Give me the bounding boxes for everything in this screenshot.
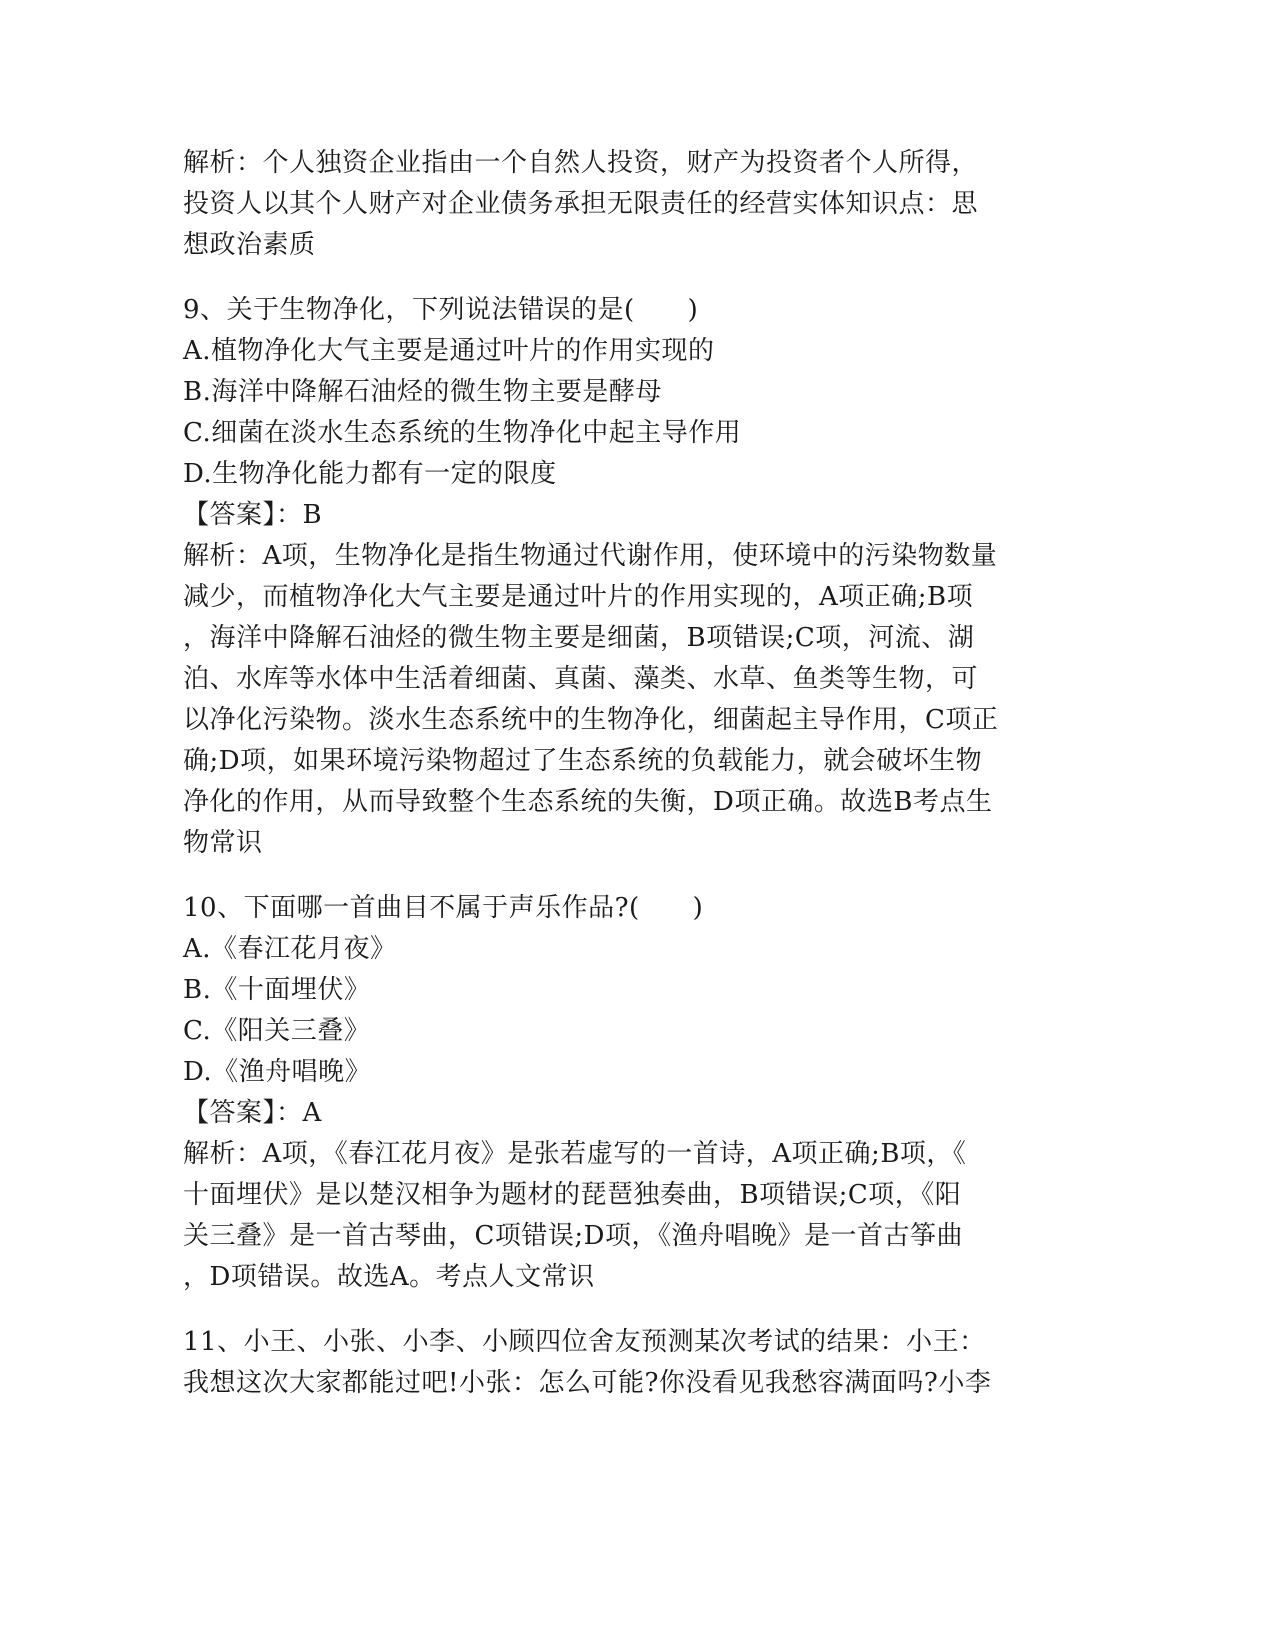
explanation-block bbox=[183, 143, 1063, 266]
question-9 bbox=[183, 290, 1063, 864]
block-spacer bbox=[183, 864, 1063, 888]
option-b: B.海洋中降解石油烃的微生物主要是酵母 bbox=[183, 377, 662, 407]
question-stem: 11、小王、小张、小李、小顾四位舍友预测某次考试的结果：小王： bbox=[183, 1327, 986, 1357]
option-a: A.《春江花月夜》 bbox=[183, 934, 397, 964]
option-d: D.生物净化能力都有一定的限度 bbox=[183, 459, 557, 489]
option-d: D.《渔舟唱晚》 bbox=[183, 1057, 372, 1087]
explanation-line: 泊、水库等水体中生活着细菌、真菌、藻类、水草、鱼类等生物，可 bbox=[183, 664, 979, 694]
question-stem: 10、下面哪一首曲目不属于声乐作品?( ) bbox=[183, 893, 704, 923]
question-10 bbox=[183, 888, 1063, 1298]
explanation-line: 解析：A项，《春江花月夜》是张若虚写的一首诗，A项正确;B项，《 bbox=[183, 1139, 967, 1169]
explanation-line: 净化的作用，从而导致整个生态系统的失衡，D项正确。故选B考点生 bbox=[183, 787, 993, 817]
explanation-line: 十面埋伏》是以楚汉相争为题材的琵琶独奏曲，B项错误;C项，《阳 bbox=[183, 1180, 962, 1210]
block-spacer bbox=[183, 266, 1063, 290]
explanation-line: 以净化污染物。淡水生态系统中的生物净化，细菌起主导作用，C项正 bbox=[183, 705, 999, 735]
explanation-line: ，海洋中降解石油烃的微生物主要是细菌，B项错误;C项，河流、湖 bbox=[183, 623, 975, 653]
document-body bbox=[183, 143, 1063, 1404]
explanation-line: 减少，而植物净化大气主要是通过叶片的作用实现的，A项正确;B项 bbox=[183, 582, 974, 612]
question-11 bbox=[183, 1322, 1063, 1404]
explanation-line: 解析：个人独资企业指由一个自然人投资，财产为投资者个人所得， bbox=[183, 148, 979, 178]
question-stem: 我想这次大家都能过吧!小张：怎么可能?你没看见我愁容满面吗?小李 bbox=[183, 1368, 992, 1398]
explanation-line: 解析：A项，生物净化是指生物通过代谢作用，使环境中的污染物数量 bbox=[183, 541, 998, 571]
block-spacer bbox=[183, 1298, 1063, 1322]
explanation-line: 想政治素质 bbox=[183, 230, 316, 260]
option-c: C.《阳关三叠》 bbox=[183, 1016, 371, 1046]
explanation-line: 确;D项，如果环境污染物超过了生态系统的负载能力，就会破坏生物 bbox=[183, 746, 983, 776]
explanation-line: 投资人以其个人财产对企业债务承担无限责任的经营实体知识点：思 bbox=[183, 189, 979, 219]
option-b: B.《十面埋伏》 bbox=[183, 975, 371, 1005]
question-stem: 9、关于生物净化，下列说法错误的是( ) bbox=[183, 295, 699, 325]
explanation-line: 物常识 bbox=[183, 828, 263, 858]
answer-line: 【答案】：A bbox=[183, 1098, 322, 1128]
answer-line: 【答案】：B bbox=[183, 500, 323, 530]
option-c: C.细菌在淡水生态系统的生物净化中起主导作用 bbox=[183, 418, 742, 448]
option-a: A.植物净化大气主要是通过叶片的作用实现的 bbox=[183, 336, 715, 366]
explanation-line: ，D项错误。故选A。考点人文常识 bbox=[183, 1262, 595, 1292]
explanation-line: 关三叠》是一首古琴曲，C项错误;D项，《渔舟唱晚》是一首古筝曲 bbox=[183, 1221, 963, 1251]
